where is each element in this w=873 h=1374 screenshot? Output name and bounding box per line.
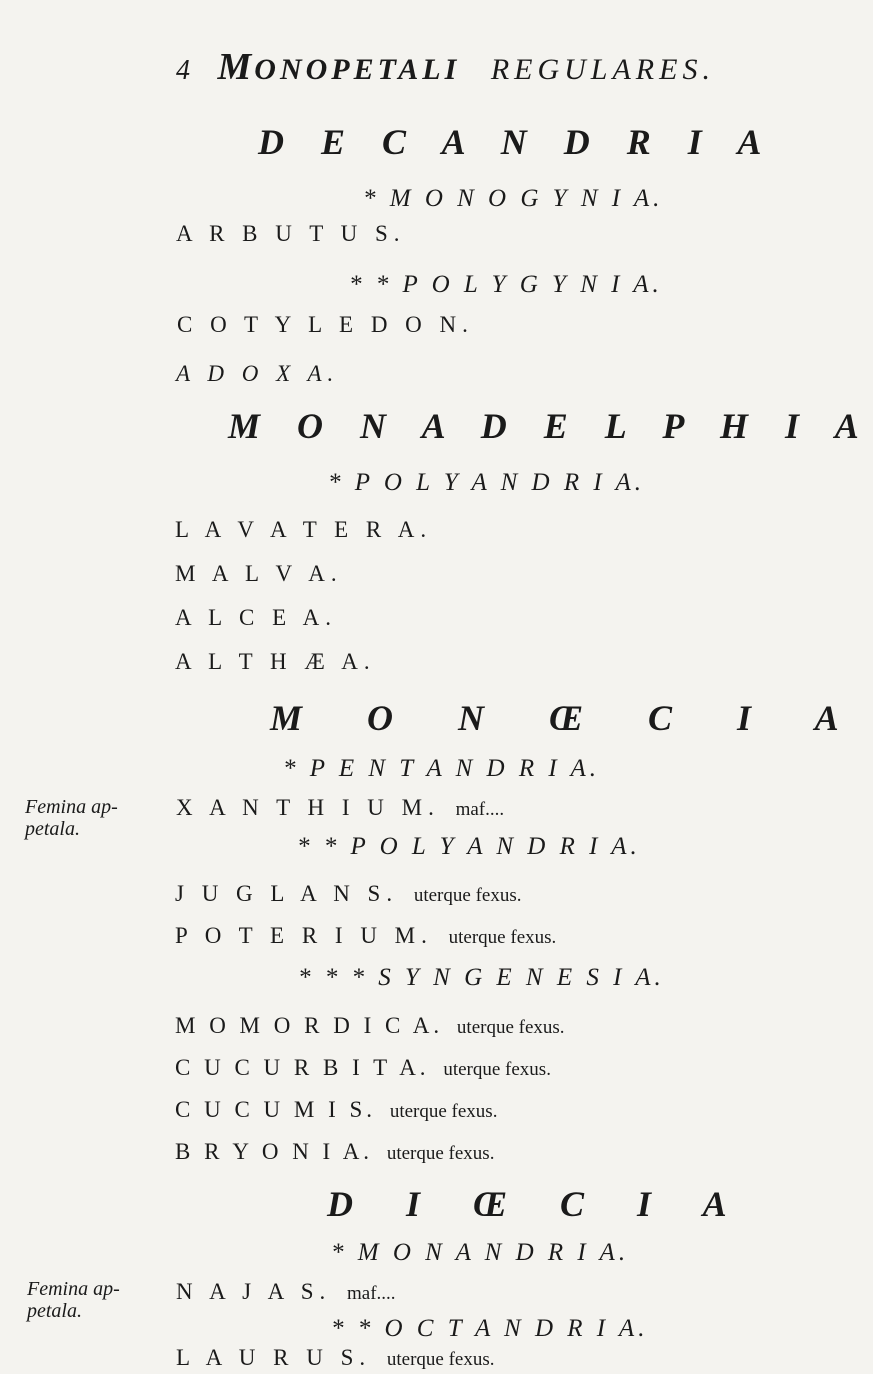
genus-note: uterque fexus. bbox=[389, 1101, 498, 1122]
page-number: 4 bbox=[176, 55, 193, 86]
genus-note: uterque fexus. bbox=[448, 927, 557, 948]
margin-note-femina-apetala-2: Femina ap- petala. bbox=[27, 1278, 120, 1322]
genus-arbutus: A R B U T U S. bbox=[176, 221, 406, 246]
genus-laurus: L A U R U S. uterque fexus. bbox=[176, 1345, 495, 1370]
genus-cotyledon: C O T Y L E D O N. bbox=[177, 312, 474, 337]
genus-note: uterque fexus. bbox=[413, 885, 522, 906]
genus-note: uterque fexus. bbox=[443, 1059, 551, 1080]
genus-althaea: A L T H Æ A. bbox=[175, 649, 376, 674]
genus-alcea: A L C E A. bbox=[175, 605, 338, 630]
genus-cucumis: C U C U M I S. uterque fexus. bbox=[175, 1097, 498, 1122]
genus-note: uterque fexus. bbox=[456, 1017, 565, 1038]
genus-xanthium: X A N T H I U M. maf.... bbox=[176, 795, 505, 820]
order-heading-pentandria: * P E N T A N D R I A. bbox=[283, 755, 600, 782]
genus-note: uterque fexus. bbox=[386, 1143, 495, 1164]
class-heading-decandria: D E C A N D R I A bbox=[258, 122, 776, 162]
genus-najas: N A J A S. maf.... bbox=[176, 1279, 396, 1304]
order-heading-polygynia: * * P O L Y G Y N I A. bbox=[349, 271, 663, 298]
genus-note: uterque fexus. bbox=[386, 1349, 495, 1370]
order-heading-polyandria-2: * * P O L Y A N D R I A. bbox=[297, 833, 641, 860]
running-header bbox=[176, 48, 715, 86]
genus-note: maf.... bbox=[347, 1283, 396, 1304]
header-subtitle: REGULARES. bbox=[490, 53, 715, 86]
margin-note-femina-apetala-1: Femina ap- petala. bbox=[25, 796, 118, 840]
genus-cucurbita: C U C U R B I T A. uterque fexus. bbox=[175, 1055, 551, 1080]
class-heading-monadelphia: M O N A D E L P H I A bbox=[228, 406, 873, 446]
order-heading-monogynia: * M O N O G Y N I A. bbox=[363, 185, 664, 212]
genus-juglans: J U G L A N S. uterque fexus. bbox=[175, 881, 522, 906]
order-heading-octandria: * * O C T A N D R I A. bbox=[331, 1315, 649, 1342]
genus-adoxa: A D O X A. bbox=[176, 361, 340, 386]
class-heading-monoecia: M O N Œ C I A bbox=[270, 698, 867, 738]
header-title: ONOPETALI bbox=[254, 53, 461, 86]
genus-momordica: M O M O R D I C A. uterque fexus. bbox=[175, 1013, 565, 1038]
genus-lavatera: L A V A T E R A. bbox=[175, 517, 433, 542]
order-heading-monandria: * M O N A N D R I A. bbox=[331, 1239, 630, 1266]
order-heading-syngenesia: * * * S Y N G E N E S I A. bbox=[298, 964, 665, 991]
genus-malva: M A L V A. bbox=[175, 561, 343, 586]
class-heading-dioecia: D I Œ C I A bbox=[327, 1184, 749, 1224]
genus-poterium: P O T E R I U M. uterque fexus. bbox=[175, 923, 557, 948]
genus-note: maf.... bbox=[455, 799, 505, 820]
header-initial: M bbox=[217, 46, 255, 88]
genus-bryonia: B R Y O N I A. uterque fexus. bbox=[175, 1139, 495, 1164]
order-heading-polyandria: * P O L Y A N D R I A. bbox=[328, 469, 645, 496]
